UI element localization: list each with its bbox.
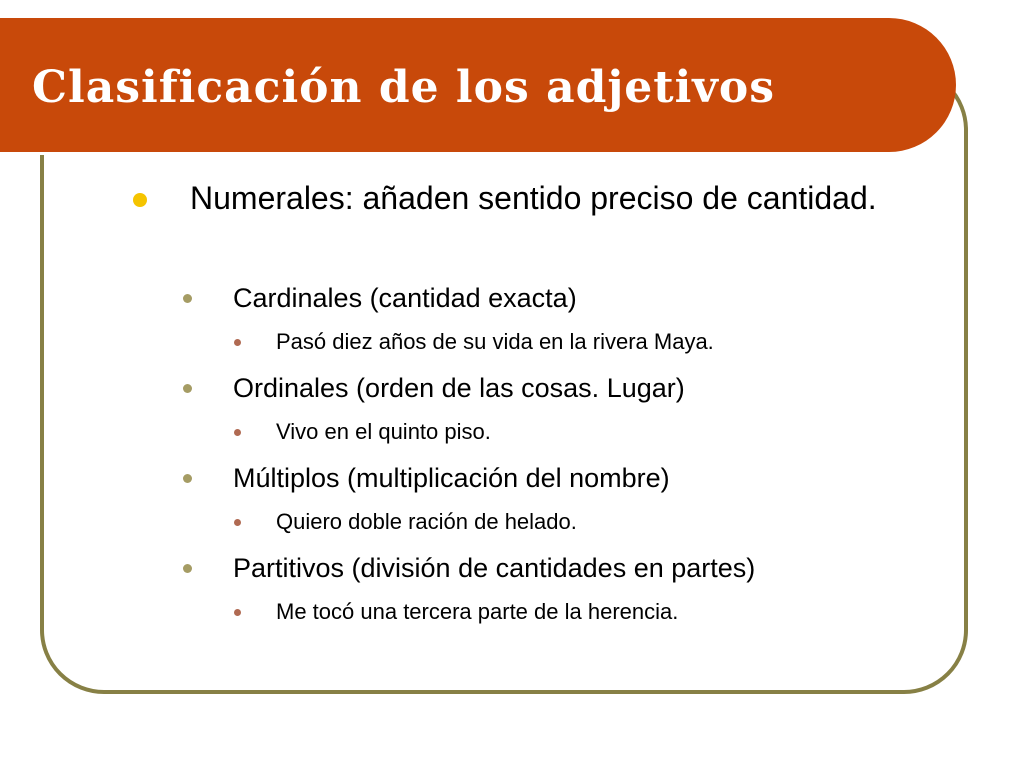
example-partitivos <box>276 598 678 626</box>
bullet-dot-icon <box>234 609 241 616</box>
bullet-dot-icon <box>183 294 192 303</box>
bullet-numerales <box>190 176 910 220</box>
bullet-dot-icon <box>183 474 192 483</box>
example-text: Vivo en el quinto piso. <box>276 419 491 444</box>
bullet-dot-icon <box>133 193 147 207</box>
bullet-dot-icon <box>234 429 241 436</box>
slide-title: Clasificación de los adjetivos <box>32 62 775 113</box>
subitem-label: Cardinales (cantidad exacta) <box>233 283 577 313</box>
subitem-cardinales <box>233 282 577 314</box>
subitem-multiplos <box>233 462 670 494</box>
subitem-label: Ordinales (orden de las cosas. Lugar) <box>233 373 685 403</box>
bullet-dot-icon <box>234 339 241 346</box>
example-text: Me tocó una tercera parte de la herencia. <box>276 599 679 624</box>
example-cardinales <box>276 328 714 356</box>
subitem-ordinales <box>233 372 685 404</box>
bullet-dot-icon <box>183 564 192 573</box>
bullet-dot-icon <box>234 519 241 526</box>
example-ordinales <box>276 418 491 446</box>
subitem-partitivos <box>233 552 755 584</box>
bullet-text: Numerales: añaden sentido preciso de cantidad. <box>190 180 877 216</box>
example-text: Pasó diez años de su vida en la rivera Maya. <box>276 329 714 354</box>
bullet-dot-icon <box>183 384 192 393</box>
example-text: Quiero doble ración de helado. <box>276 509 577 534</box>
example-multiplos <box>276 508 577 536</box>
subitem-label: Múltiplos (multiplicación del nombre) <box>233 463 670 493</box>
subitem-label: Partitivos (división de cantidades en partes) <box>233 553 756 583</box>
